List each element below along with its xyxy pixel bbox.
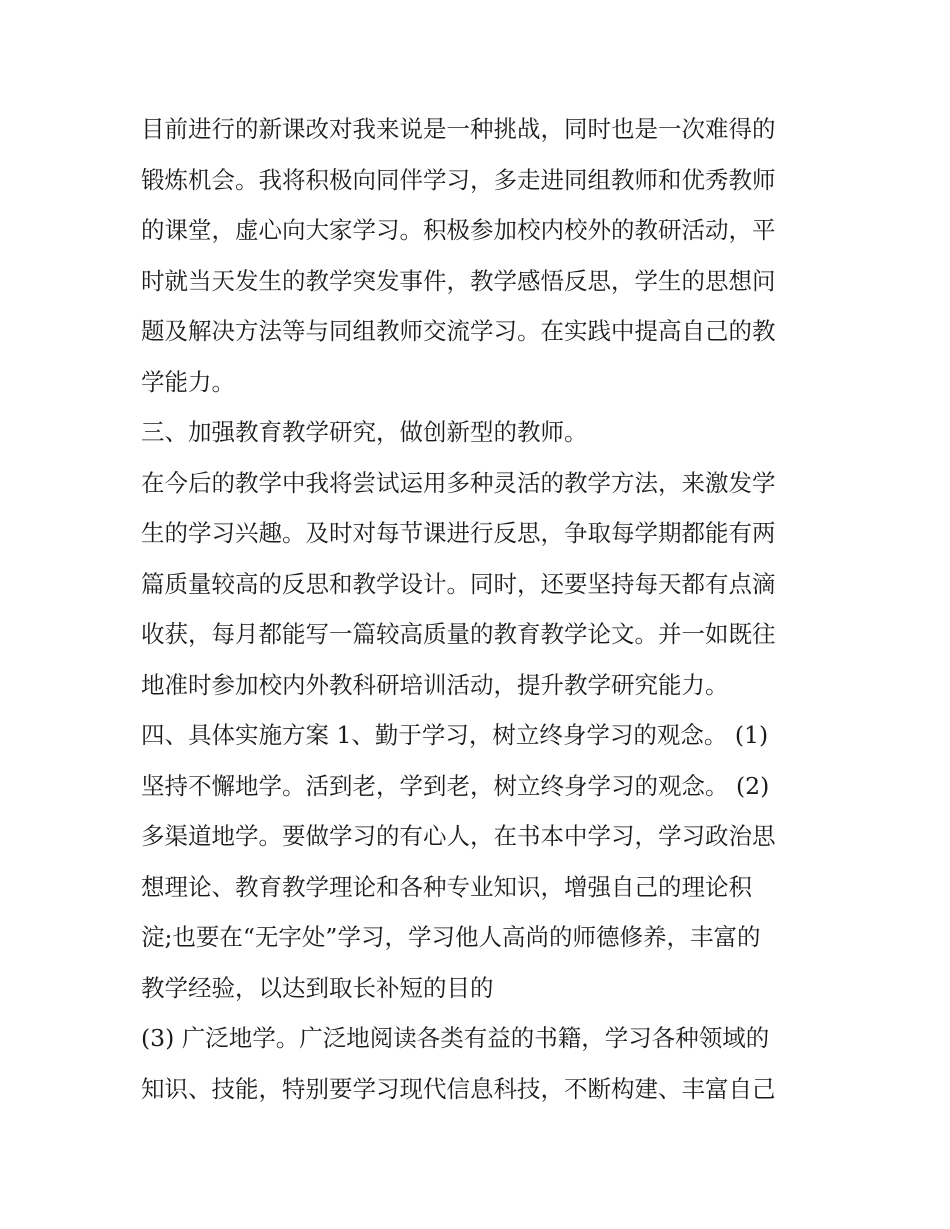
section-heading: 四、具体实施方案 1、勤于学习，树立终身学习的观念。 (1)	[141, 721, 769, 749]
text-line: 在今后的教学中我将尝试运用多种灵活的教学方法，来激发学	[141, 468, 776, 497]
document-body	[141, 104, 813, 1114]
text-line: 目前进行的新课改对我来说是一种挑战，同时也是一次难得的	[141, 115, 776, 143]
text-line: 多渠道地学。要做学习的有心人，在书本中学习，学习政治思	[141, 822, 776, 850]
section-heading: 三、加强教育教学研究，做创新型的教师。	[141, 418, 588, 446]
text-line: 知识、技能，特别要学习现代信息科技，不断构建、丰富自己	[141, 1074, 776, 1103]
text-line: 锻炼机会。我将积极向同伴学习，多走进同组教师和优秀教师	[141, 165, 776, 194]
text-line: (3) 广泛地学。广泛地阅读各类有益的书籍，学习各种领域的	[141, 1024, 770, 1052]
text-line: 想理论、教育教学理论和各种专业知识，增强自己的理论积	[141, 872, 752, 901]
text-line: 生的学习兴趣。及时对每节课进行反思，争取每学期都能有两	[141, 519, 776, 547]
text-line: 篇质量较高的反思和教学设计。同时，还要坚持每天都有点滴	[141, 569, 776, 598]
text-line: 地准时参加校内外教科研培训活动，提升教学研究能力。	[141, 670, 729, 699]
text-line: 的课堂，虚心向大家学习。积极参加校内校外的教研活动，平	[141, 216, 776, 244]
text-line: 题及解决方法等与同组教师交流学习。在实践中提高自己的教	[141, 317, 776, 345]
text-line: 时就当天发生的教学突发事件，教学感悟反思，学生的思想问	[141, 266, 776, 295]
text-line: 教学经验，以达到取长补短的目的	[141, 973, 494, 1002]
text-line: 坚持不懈地学。活到老，学到老，树立终身学习的观念。 (2)	[141, 771, 770, 800]
text-line: 淀;也要在“无字处”学习，学习他人高尚的师德修养，丰富的	[141, 923, 761, 951]
text-line: 收获，每月都能写一篇较高质量的教育教学论文。并一如既往	[141, 620, 776, 648]
text-line: 学能力。	[141, 367, 235, 396]
